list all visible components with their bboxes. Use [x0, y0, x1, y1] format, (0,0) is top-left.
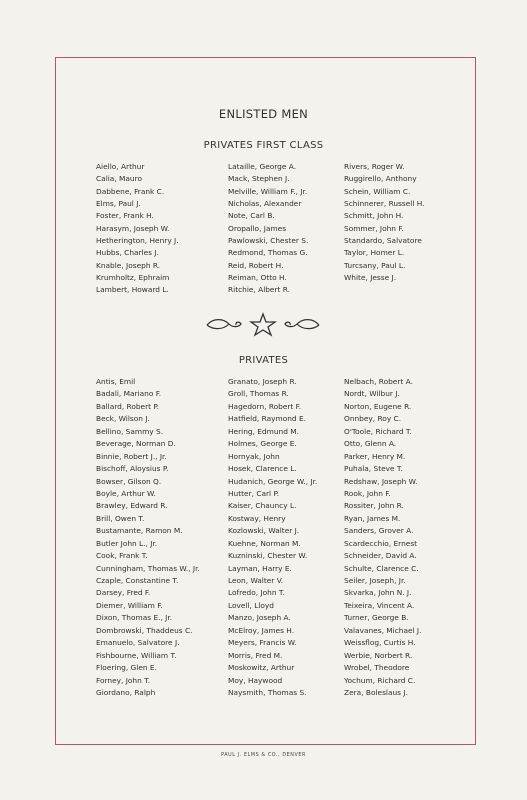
name-entry: Hetherington, Henry J.: [96, 236, 179, 246]
name-entry: Note, Carl B.: [228, 211, 275, 221]
name-entry: Beverage, Norman D.: [96, 439, 176, 449]
name-entry: Darsey, Fred F.: [96, 588, 151, 598]
name-entry: Redshaw, Joseph W.: [344, 476, 418, 486]
name-entry: Weissflog, Curtis H.: [344, 638, 416, 648]
name-entry: Kaiser, Chauncy L.: [228, 501, 297, 511]
name-entry: Teixeira, Vincent A.: [344, 600, 415, 610]
name-entry: Foster, Frank H.: [96, 211, 154, 221]
name-entry: Schneider, David A.: [344, 551, 417, 561]
name-entry: Schmitt, John H.: [344, 211, 404, 221]
name-entry: Knable, Joseph R.: [96, 260, 161, 270]
name-entry: Skvarka, John N. J.: [344, 588, 412, 598]
name-entry: Kostway, Henry: [228, 513, 286, 523]
name-entry: Nicholas, Alexander: [228, 199, 302, 209]
name-entry: Giordano, Ralph: [96, 687, 156, 697]
name-entry: Brill, Owen T.: [96, 513, 145, 523]
name-entry: White, Jesse J.: [344, 273, 397, 283]
name-entry: Manzo, Joseph A.: [228, 613, 291, 623]
name-entry: Seiler, Joseph, Jr.: [344, 576, 406, 585]
name-entry: Floering, Glen E.: [96, 663, 157, 673]
pfc-heading: PRIVATES FIRST CLASS: [203, 140, 324, 151]
name-entry: Oropallo, James: [228, 223, 287, 233]
name-entry: Dombrowski, Thaddeus C.: [96, 625, 193, 635]
star-scroll-divider-icon: [203, 312, 323, 338]
name-entry: Nelbach, Robert A.: [344, 377, 413, 386]
name-entry: Krumholtz, Ephraim: [96, 273, 170, 283]
name-entry: Ballard, Robert P.: [96, 401, 160, 411]
name-entry: Lofredo, John T.: [228, 588, 285, 598]
name-entry: Schinnerer, Russell H.: [344, 199, 425, 209]
name-entry: Layman, Harry E.: [228, 563, 292, 573]
name-entry: Elms, Paul J.: [96, 199, 141, 209]
name-entry: Pawlowski, Chester S.: [228, 236, 309, 246]
name-entry: Hagedorn, Robert F.: [228, 401, 302, 411]
name-entry: Granato, Joseph R.: [228, 377, 297, 386]
name-entry: Rook, John F.: [344, 488, 391, 498]
name-entry: Bischoff, Aloysius P.: [96, 464, 169, 474]
name-entry: Antis, Emil: [96, 377, 136, 386]
name-entry: Mack, Stephen J.: [228, 174, 290, 184]
privates-column-3: [344, 376, 421, 699]
name-entry: Morris, Fred M.: [228, 650, 283, 660]
name-entry: McElroy, James H.: [228, 625, 295, 635]
pfc-column-1: [96, 161, 179, 297]
name-entry: Werbie, Norbert R.: [344, 650, 413, 660]
name-entry: Valavanes, Michael J.: [344, 625, 422, 635]
name-entry: Scardecchio, Ernest: [344, 538, 418, 548]
name-entry: Schein, William C.: [344, 186, 411, 196]
name-entry: Diemer, William F.: [96, 600, 163, 610]
name-entry: Turner, George B.: [344, 613, 409, 623]
name-entry: Hubbs, Charles J.: [96, 248, 159, 258]
name-entry: Hosek, Clarence L.: [228, 464, 297, 474]
name-entry: Turcsany, Paul L.: [344, 260, 406, 270]
name-entry: Yochum, Richard C.: [344, 675, 416, 685]
name-entry: Zera, Boleslaus J.: [344, 687, 408, 697]
privates-heading: PRIVATES: [238, 355, 289, 366]
name-entry: Dixon, Thomas E., Jr.: [96, 613, 173, 623]
name-entry: Kozlowski, Walter J.: [228, 526, 300, 536]
name-entry: Butler John L., Jr.: [96, 538, 158, 548]
name-entry: Meyers, Francis W.: [228, 638, 297, 648]
page-title: ENLISTED MEN: [218, 107, 309, 121]
privates-column-2: [228, 376, 317, 699]
name-entry: Wrobel, Theodore: [344, 663, 410, 673]
name-entry: Calia, Mauro: [96, 174, 143, 184]
name-entry: Beck, Wilson J.: [96, 414, 150, 424]
pfc-column-2: [228, 161, 308, 297]
name-entry: O'Toole, Richard T.: [344, 426, 412, 436]
name-entry: Moskowitz, Arthur: [228, 663, 295, 673]
name-entry: Bowser, Gilson Q.: [96, 476, 162, 486]
name-entry: Boyle, Arthur W.: [96, 488, 156, 498]
name-entry: Ruggirello, Anthony: [344, 174, 417, 184]
name-entry: Dabbene, Frank C.: [96, 186, 165, 196]
name-entry: Reid, Robert H.: [228, 260, 284, 270]
name-entry: Rossiter, John R.: [344, 501, 404, 511]
name-entry: Aiello, Arthur: [96, 162, 145, 171]
name-entry: Hudanich, George W., Jr.: [228, 476, 318, 486]
name-entry: Puhala, Steve T.: [344, 464, 403, 474]
name-entry: Norton, Eugene R.: [344, 401, 412, 411]
name-entry: Kuehne, Norman M.: [228, 538, 301, 548]
name-entry: Hering, Edmund M.: [228, 426, 299, 436]
name-entry: Reiman, Otto H.: [228, 273, 287, 283]
name-entry: Czaple, Constantine T.: [96, 576, 179, 585]
name-entry: Standardo, Salvatore: [344, 236, 422, 246]
name-entry: Lambert, Howard L.: [96, 285, 169, 295]
name-entry: Redmond, Thomas G.: [228, 248, 308, 258]
name-entry: Forney, John T.: [96, 675, 151, 685]
name-entry: Onnbey, Roy C.: [344, 414, 402, 424]
name-entry: Hornyak, John: [228, 451, 280, 461]
name-entry: Harasym, Joseph W.: [96, 223, 170, 233]
name-entry: Otto, Glenn A.: [344, 439, 397, 449]
pfc-column-3: [344, 161, 425, 284]
name-entry: Lovell, Lloyd: [228, 600, 274, 610]
name-entry: Rivers, Roger W.: [344, 162, 405, 171]
name-entry: Sommer, John F.: [344, 223, 404, 233]
name-entry: Cunningham, Thomas W., Jr.: [96, 563, 200, 573]
name-entry: Kuzninski, Chester W.: [228, 551, 308, 561]
name-entry: Bellino, Sammy S.: [96, 426, 164, 436]
name-entry: Bustamante, Ramon M.: [96, 526, 183, 536]
name-entry: Brawley, Edward R.: [96, 501, 168, 511]
name-entry: Holmes, George E.: [228, 439, 297, 449]
name-entry: Badali, Mariano F.: [96, 389, 162, 399]
name-entry: Melville, William F., Jr.: [228, 186, 308, 196]
name-entry: Hatfield, Raymond E.: [228, 414, 306, 424]
name-entry: Schulte, Clarence C.: [344, 563, 419, 573]
name-entry: Taylor, Homer L.: [344, 248, 405, 258]
name-entry: Fishbourne, William T.: [96, 650, 177, 660]
printer-imprint: PAUL J. ELMS & CO., DENVER: [221, 753, 306, 758]
name-entry: Parker, Henry M.: [344, 451, 406, 461]
name-entry: Groll, Thomas R.: [228, 389, 289, 399]
name-entry: Hutter, Carl P.: [228, 488, 280, 498]
name-entry: Cook, Frank T.: [96, 551, 148, 561]
name-entry: Moy, Haywood: [228, 675, 283, 685]
name-entry: Nordt, Wilbur J.: [344, 389, 400, 399]
name-entry: Lataille, George A.: [228, 162, 297, 171]
name-entry: Ryan, James M.: [344, 513, 401, 523]
name-entry: Binnie, Robert J., Jr.: [96, 451, 167, 461]
name-entry: Sanders, Grover A.: [344, 526, 414, 536]
name-entry: Emanuelo, Salvatore J.: [96, 638, 180, 648]
name-entry: Naysmith, Thomas S.: [228, 687, 307, 697]
privates-column-1: [96, 376, 200, 699]
name-entry: Ritchie, Albert R.: [228, 285, 290, 295]
name-entry: Leon, Walter V.: [228, 576, 284, 585]
